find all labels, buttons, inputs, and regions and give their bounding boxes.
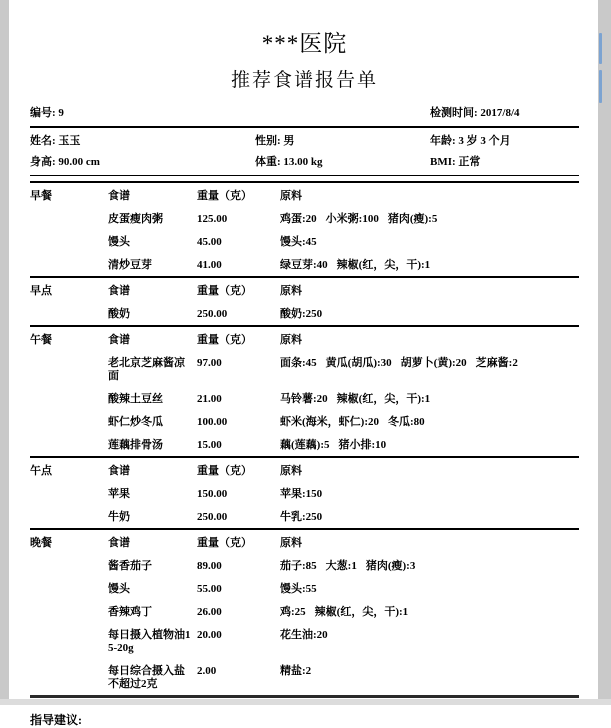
scrollbar-marker bbox=[599, 70, 602, 103]
recipe-name: 香辣鸡丁 bbox=[108, 606, 152, 618]
patient-gender bbox=[255, 135, 430, 148]
ingredient: 黄瓜(胡瓜):30 bbox=[325, 357, 392, 369]
recipe-row bbox=[30, 439, 579, 452]
meal-section bbox=[30, 183, 579, 278]
recipe-ingredients bbox=[280, 236, 579, 249]
recipe-ingredients bbox=[280, 606, 579, 619]
recipe-row bbox=[30, 393, 579, 406]
recipe-row bbox=[30, 665, 579, 691]
recipe-ingredients bbox=[280, 488, 579, 501]
recipe-row bbox=[30, 606, 579, 619]
ingredient: 马铃薯:20 bbox=[280, 393, 328, 405]
report-page bbox=[9, 0, 598, 727]
patient-gender-label: 性别: bbox=[255, 135, 281, 147]
recipe-name: 每日摄入植物油15-20g bbox=[108, 629, 191, 654]
ingredient: 小米粥:100 bbox=[325, 213, 379, 225]
viewer-left-margin bbox=[0, 0, 9, 699]
viewer-scrollbar[interactable] bbox=[598, 0, 611, 699]
recipe-name: 酱香茄子 bbox=[108, 560, 152, 572]
recipe-row bbox=[30, 259, 579, 272]
ingredient: 猪小排:10 bbox=[338, 439, 387, 451]
col-header-ingredients: 原料 bbox=[280, 285, 302, 297]
ingredient: 酸奶:250 bbox=[280, 308, 323, 320]
recipe-ingredients bbox=[280, 511, 579, 524]
meal-header-row bbox=[30, 465, 579, 478]
meal-header-row bbox=[30, 190, 579, 203]
recipe-weight: 97.00 bbox=[197, 357, 222, 369]
ingredient: 牛乳:250 bbox=[280, 511, 323, 523]
patient-bmi bbox=[430, 156, 579, 169]
col-header-weight: 重量（克） bbox=[197, 465, 252, 477]
recipe-ingredients bbox=[280, 665, 579, 678]
recipe-weight: 26.00 bbox=[197, 606, 222, 618]
patient-height-label: 身高: bbox=[30, 156, 56, 168]
recipe-row bbox=[30, 511, 579, 524]
ingredient: 辣椒(红，尖，干):1 bbox=[314, 606, 409, 618]
recipe-ingredients bbox=[280, 259, 579, 272]
col-header-weight: 重量（克） bbox=[197, 190, 252, 202]
ingredient: 茄子:85 bbox=[280, 560, 317, 572]
report-number-label: 编号: bbox=[30, 107, 56, 119]
recipe-weight: 20.00 bbox=[197, 629, 222, 641]
ingredient: 鸡蛋:20 bbox=[280, 213, 317, 225]
col-header-recipe: 食谱 bbox=[108, 537, 130, 549]
col-header-ingredients: 原料 bbox=[280, 537, 302, 549]
col-header-weight: 重量（克） bbox=[197, 334, 252, 346]
patient-info bbox=[30, 128, 579, 175]
meal-name: 早餐 bbox=[30, 190, 52, 202]
recipe-row bbox=[30, 560, 579, 573]
report-number-value: 9 bbox=[58, 107, 64, 119]
recipe-weight: 150.00 bbox=[197, 488, 228, 500]
test-time-label: 检测时间: bbox=[430, 107, 478, 119]
recipe-weight: 250.00 bbox=[197, 308, 228, 320]
recipe-ingredients bbox=[280, 629, 579, 642]
recipe-ingredients bbox=[280, 308, 579, 321]
recipe-weight: 2.00 bbox=[197, 665, 217, 677]
report-meta-row bbox=[30, 107, 579, 120]
recipe-ingredients bbox=[280, 439, 579, 452]
col-header-weight: 重量（克） bbox=[197, 285, 252, 297]
recipe-name: 清炒豆芽 bbox=[108, 259, 152, 271]
recipe-weight: 89.00 bbox=[197, 560, 222, 572]
col-header-recipe: 食谱 bbox=[108, 190, 130, 202]
ingredient: 猪肉(瘦):5 bbox=[387, 213, 438, 225]
meal-header-row bbox=[30, 334, 579, 347]
patient-height-value: 90.00 cm bbox=[58, 156, 100, 168]
col-header-recipe: 食谱 bbox=[108, 465, 130, 477]
ingredient: 面条:45 bbox=[280, 357, 317, 369]
recipe-name: 莲藕排骨汤 bbox=[108, 439, 163, 451]
recipe-ingredients bbox=[280, 357, 579, 370]
recipe-name: 馒头 bbox=[108, 236, 130, 248]
col-header-recipe: 食谱 bbox=[108, 285, 130, 297]
meal-table bbox=[30, 183, 579, 698]
ingredient: 馒头:45 bbox=[280, 236, 317, 248]
report-subtitle: 推荐食谱报告单 bbox=[230, 70, 378, 91]
ingredient: 胡萝卜(黄):20 bbox=[400, 357, 467, 369]
hospital-title: ***医院 bbox=[261, 31, 348, 56]
ingredient: 芝麻酱:2 bbox=[475, 357, 518, 369]
ingredient: 猪肉(瘦):3 bbox=[365, 560, 416, 572]
patient-weight bbox=[255, 156, 430, 169]
recipe-row bbox=[30, 213, 579, 226]
recipe-row bbox=[30, 236, 579, 249]
ingredient: 虾米(海米，虾仁):20 bbox=[280, 416, 379, 428]
patient-bmi-value: 正常 bbox=[458, 156, 481, 168]
ingredient: 藕(莲藕):5 bbox=[280, 439, 330, 451]
ingredient: 鸡:25 bbox=[280, 606, 306, 618]
recipe-ingredients bbox=[280, 560, 579, 573]
meal-section bbox=[30, 458, 579, 530]
meal-section bbox=[30, 530, 579, 698]
col-header-ingredients: 原料 bbox=[280, 465, 302, 477]
meal-header-row bbox=[30, 537, 579, 550]
meal-name: 午点 bbox=[30, 465, 52, 477]
recipe-name: 馒头 bbox=[108, 583, 130, 595]
ingredient: 大葱:1 bbox=[325, 560, 357, 572]
recipe-row bbox=[30, 416, 579, 429]
recipe-name: 酸奶 bbox=[108, 308, 130, 320]
meal-name: 早点 bbox=[30, 285, 52, 297]
ingredient: 辣椒(红，尖，干):1 bbox=[336, 393, 431, 405]
ingredient: 精盐:2 bbox=[280, 665, 312, 677]
col-header-weight: 重量（克） bbox=[197, 537, 252, 549]
recipe-weight: 250.00 bbox=[197, 511, 228, 523]
double-divider-line bbox=[30, 175, 579, 183]
test-time-value: 2017/8/4 bbox=[480, 107, 520, 119]
recipe-weight: 55.00 bbox=[197, 583, 222, 595]
patient-age-value: 3 岁 3 个月 bbox=[458, 135, 511, 147]
recipe-weight: 41.00 bbox=[197, 259, 222, 271]
guidance-label: 指导建议: bbox=[30, 713, 82, 727]
recipe-name: 虾仁炒冬瓜 bbox=[108, 416, 163, 428]
patient-weight-label: 体重: bbox=[255, 156, 281, 168]
col-header-ingredients: 原料 bbox=[280, 334, 302, 346]
recipe-ingredients bbox=[280, 213, 579, 226]
recipe-ingredients bbox=[280, 416, 579, 429]
recipe-name: 老北京芝麻酱凉面 bbox=[108, 357, 185, 382]
recipe-name: 每日综合摄入盐不超过2克 bbox=[108, 665, 185, 690]
meal-name: 晚餐 bbox=[30, 537, 52, 549]
meal-section bbox=[30, 278, 579, 327]
patient-age bbox=[430, 135, 579, 148]
ingredient: 绿豆芽:40 bbox=[280, 259, 328, 271]
recipe-weight: 15.00 bbox=[197, 439, 222, 451]
scrollbar-marker bbox=[599, 33, 602, 64]
recipe-weight: 21.00 bbox=[197, 393, 222, 405]
meal-header-row bbox=[30, 285, 579, 298]
recipe-name: 皮蛋瘦肉粥 bbox=[108, 213, 163, 225]
ingredient: 花生油:20 bbox=[280, 629, 328, 641]
meal-section bbox=[30, 327, 579, 458]
patient-gender-value: 男 bbox=[283, 135, 295, 147]
recipe-weight: 125.00 bbox=[197, 213, 228, 225]
patient-name-label: 姓名: bbox=[30, 135, 56, 147]
recipe-row bbox=[30, 583, 579, 596]
ingredient: 馒头:55 bbox=[280, 583, 317, 595]
patient-age-label: 年龄: bbox=[430, 135, 456, 147]
recipe-row bbox=[30, 308, 579, 321]
patient-name bbox=[30, 135, 255, 148]
ingredient: 辣椒(红，尖，干):1 bbox=[336, 259, 431, 271]
recipe-name: 牛奶 bbox=[108, 511, 130, 523]
recipe-row bbox=[30, 629, 579, 655]
patient-name-value: 玉玉 bbox=[58, 135, 81, 147]
col-header-recipe: 食谱 bbox=[108, 334, 130, 346]
ingredient: 冬瓜:80 bbox=[388, 416, 425, 428]
recipe-name: 酸辣土豆丝 bbox=[108, 393, 163, 405]
recipe-weight: 45.00 bbox=[197, 236, 222, 248]
patient-height bbox=[30, 156, 255, 169]
col-header-ingredients: 原料 bbox=[280, 190, 302, 202]
recipe-ingredients bbox=[280, 393, 579, 406]
test-time bbox=[430, 107, 579, 120]
meal-name: 午餐 bbox=[30, 334, 52, 346]
recipe-ingredients bbox=[280, 583, 579, 596]
recipe-row bbox=[30, 488, 579, 501]
ingredient: 苹果:150 bbox=[280, 488, 323, 500]
recipe-weight: 100.00 bbox=[197, 416, 228, 428]
patient-bmi-label: BMI: bbox=[430, 156, 456, 168]
report-number bbox=[30, 107, 430, 120]
recipe-row bbox=[30, 357, 579, 383]
recipe-name: 苹果 bbox=[108, 488, 130, 500]
viewer-bottom-bar bbox=[0, 699, 611, 705]
patient-weight-value: 13.00 kg bbox=[283, 156, 323, 168]
